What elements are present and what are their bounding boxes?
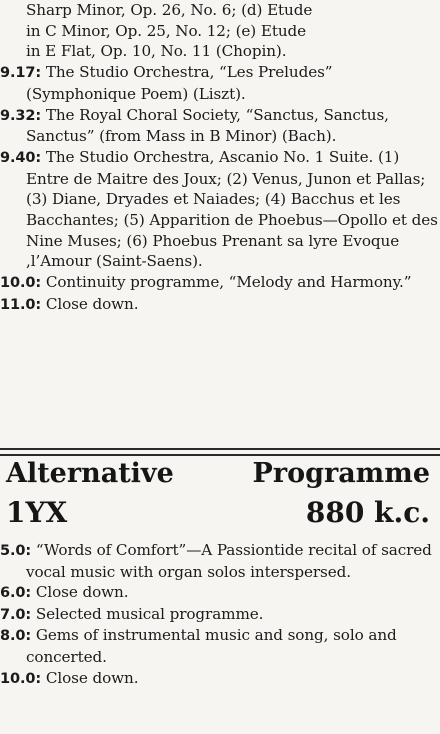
entry-time: 5.0:	[0, 543, 32, 559]
entry-text: Close down.	[35, 583, 129, 602]
programme-listing-top	[0, 0, 440, 316]
heading-alternative: Alternative	[6, 458, 174, 489]
programme-listing-bottom	[0, 540, 440, 689]
entry-text: The Studio Orchestra, “Les Preludes” (Symphonique Poem) (Liszt).	[26, 63, 333, 103]
listing-entry	[0, 668, 440, 690]
listing-entry	[0, 105, 440, 147]
double-rule-bottom	[0, 454, 440, 456]
entry-time: 10.0:	[0, 670, 42, 687]
listing-line	[0, 0, 440, 21]
entry-time: 9.32:	[0, 107, 42, 124]
listing-entry	[0, 62, 440, 104]
entry-time: 8.0:	[0, 628, 32, 645]
section-heading-line-1	[6, 458, 430, 489]
entry-text: “Words of Comfort”—A Passiontide recital of sacred vocal music with organ solos interspersed.	[26, 541, 432, 581]
heading-programme: Programme	[252, 458, 430, 489]
entry-text: Selected musical programme.	[35, 604, 264, 623]
entry-text: in C Minor, Op. 25, No. 12; (e) Etude	[26, 21, 307, 40]
section-heading-line-2	[6, 496, 430, 529]
entry-text: Sharp Minor, Op. 26, No. 6; (d) Etude	[26, 1, 313, 19]
listing-entry	[0, 294, 440, 316]
entry-text: in E Flat, Op. 10, No. 11 (Chopin).	[26, 42, 287, 61]
entry-time: 6.0:	[0, 585, 32, 602]
double-rule-top	[0, 448, 440, 450]
listing-entry	[0, 604, 440, 626]
listing-entry	[0, 540, 440, 582]
entry-time: 9.40:	[0, 149, 42, 166]
station-callsign: 1YX	[6, 496, 68, 529]
listing-line	[0, 21, 440, 42]
entry-text: Gems of instrumental music and song, solo and concerted.	[26, 626, 397, 666]
entry-text: The Royal Choral Society, “Sanctus, Sanctus, Sanctus” (from Mass in B Minor) (Bach).	[26, 105, 389, 146]
listing-line	[0, 41, 440, 62]
listing-entry	[0, 272, 440, 294]
entry-text: Continuity programme, “Melody and Harmony.”	[45, 273, 412, 292]
entry-text: Close down.	[45, 294, 139, 313]
entry-text: Close down.	[45, 668, 139, 687]
listing-entry	[0, 625, 440, 667]
entry-time: 7.0:	[0, 606, 32, 623]
listing-entry	[0, 147, 440, 272]
entry-time: 11.0:	[0, 296, 42, 313]
entry-time: 9.17:	[0, 65, 42, 82]
station-frequency: 880 k.c.	[305, 496, 430, 529]
listing-entry	[0, 582, 440, 604]
entry-text: The Studio Orchestra, Ascanio No. 1 Suite. (1) Entre de Maitre des Joux; (2) Venus, Junon et Pallas; (3) Diane, Dryades et Naiades; (4) Bacchus et les Bacchantes; (5) Apparition de Phoebus—Opollo et des Nine Muses; (6) Phoebus Prenant sa lyre Evoque ,l’Amour (Saint-Saens).	[26, 147, 438, 271]
entry-time: 10.0:	[0, 275, 42, 292]
